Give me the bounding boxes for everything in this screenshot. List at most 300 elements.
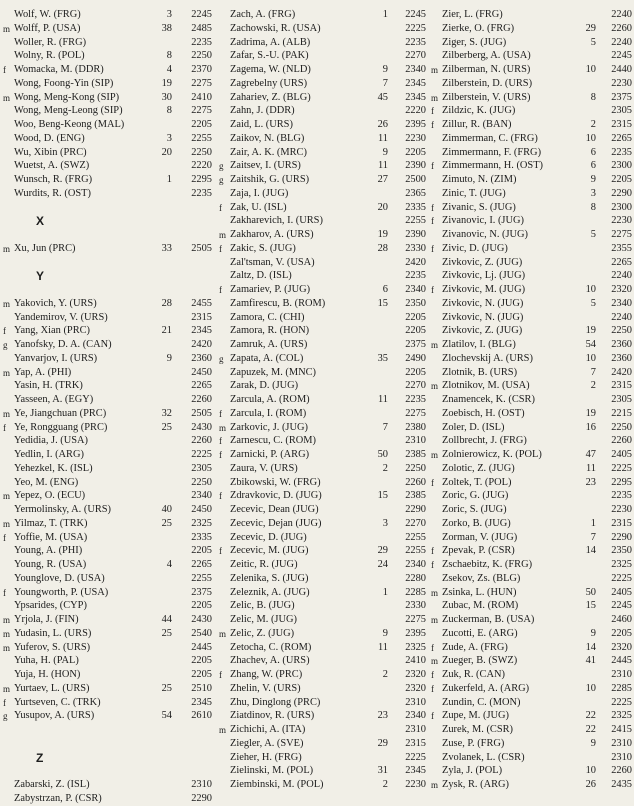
- player-name: Zakharevich, I. (URS): [230, 215, 323, 227]
- player-entry: [428, 146, 634, 160]
- games-count: 8: [166, 50, 172, 62]
- player-name: Zeleznik, A. (JUG): [230, 586, 310, 598]
- player-name: Zschaebitz, K. (FRG): [442, 559, 533, 570]
- elo-rating: 2505: [191, 242, 212, 254]
- title-prefix: f: [219, 202, 222, 213]
- title-prefix: f: [431, 711, 434, 722]
- games-count: 4: [166, 64, 172, 75]
- player-name: Zelic, Z. (JUG): [230, 627, 295, 639]
- title-prefix: m: [219, 725, 227, 735]
- elo-rating: 2325: [405, 641, 426, 653]
- player-name: Zabystrzan, P. (CSR): [14, 792, 102, 804]
- player-name: Zinic, T. (JUG): [442, 187, 506, 199]
- games-count: 22: [585, 710, 596, 722]
- player-name: Wood, D. (ENG): [14, 132, 85, 144]
- player-entry: [216, 407, 428, 421]
- player-entry: [0, 503, 216, 517]
- player-entry: [0, 476, 216, 490]
- player-name: Zarnicki, P. (ARG): [230, 449, 310, 460]
- player-name: Zildzic, K. (JUG): [442, 105, 516, 117]
- elo-rating: 2240: [611, 36, 632, 48]
- games-count: 9: [382, 146, 388, 158]
- player-name: Zollbrecht, J. (FRG): [442, 435, 527, 447]
- elo-rating: 2315: [611, 517, 632, 529]
- games-count: 3: [382, 517, 388, 529]
- title-prefix: g: [3, 711, 8, 722]
- games-count: 19: [585, 325, 596, 337]
- elo-rating: 2335: [191, 531, 212, 543]
- player-name: Wolny, R. (POL): [14, 50, 85, 62]
- player-name: Wong, Meng-Leong (SIP): [14, 105, 123, 117]
- elo-rating: 2505: [191, 407, 212, 419]
- player-entry: [216, 531, 428, 545]
- player-entry: [216, 352, 428, 366]
- games-count: 10: [585, 765, 596, 777]
- player-entry: [0, 297, 216, 311]
- player-name: Ypsarides, (CYP): [14, 600, 87, 612]
- player-entry: [0, 696, 216, 710]
- player-name: Wunsch, R. (FRG): [14, 174, 93, 185]
- games-count: 5: [590, 297, 596, 309]
- player-name: Zoric, G. (JUG): [442, 490, 509, 502]
- player-name: Younglove, D. (USA): [14, 572, 105, 584]
- player-name: Zivkovic, N. (JUG): [442, 311, 524, 323]
- player-entry: [0, 572, 216, 586]
- player-name: Zbikowski, W. (FRG): [230, 476, 321, 488]
- player-entry: [428, 709, 634, 723]
- elo-rating: 2295: [191, 174, 212, 185]
- elo-rating: 2260: [191, 394, 212, 405]
- player-entry: [216, 338, 428, 352]
- games-count: 11: [585, 462, 596, 474]
- player-name: Ye, Rongguang (PRC): [14, 421, 108, 433]
- games-count: 6: [590, 146, 596, 158]
- player-entry: [428, 22, 634, 36]
- games-count: 25: [161, 517, 172, 529]
- elo-rating: 2345: [191, 696, 212, 708]
- games-count: 1: [590, 517, 596, 529]
- elo-rating: 2350: [611, 545, 632, 557]
- player-entry: [216, 104, 428, 118]
- games-count: 38: [161, 22, 172, 34]
- player-entry: [428, 407, 634, 421]
- player-name: Zal'tsman, V. (USA): [230, 256, 315, 268]
- games-count: 35: [377, 352, 388, 364]
- title-prefix: f: [3, 587, 6, 598]
- player-name: Yasin, H. (TRK): [14, 380, 83, 392]
- elo-rating: 2215: [611, 407, 632, 419]
- title-prefix: f: [431, 106, 434, 117]
- player-entry: [0, 338, 216, 352]
- elo-rating: 2270: [405, 380, 426, 392]
- player-name: Zabarski, Z. (ISL): [14, 779, 90, 790]
- title-prefix: m: [3, 367, 11, 378]
- title-prefix: m: [3, 23, 11, 34]
- elo-rating: 2205: [191, 600, 212, 612]
- player-name: Zysk, R. (ARG): [442, 779, 509, 790]
- games-count: 1: [382, 586, 388, 598]
- player-entry: [0, 8, 216, 22]
- player-entry: [428, 228, 634, 242]
- elo-rating: 2230: [405, 132, 426, 144]
- elo-rating: 2245: [191, 9, 212, 20]
- player-entry: [216, 77, 428, 91]
- games-count: 9: [382, 64, 388, 75]
- player-entry: [428, 8, 634, 22]
- games-count: 20: [377, 201, 388, 213]
- player-entry: [216, 476, 428, 490]
- games-count: 9: [382, 627, 388, 639]
- player-entry: [428, 242, 634, 256]
- player-entry: [428, 654, 634, 668]
- player-name: Zivanovic, N. (JUG): [442, 229, 528, 240]
- elo-rating: 2245: [611, 600, 632, 612]
- title-prefix: g: [3, 340, 8, 350]
- games-count: 5: [590, 36, 596, 48]
- games-count: 7: [590, 531, 596, 543]
- title-prefix: f: [3, 697, 6, 708]
- title-prefix: f: [431, 202, 434, 213]
- title-prefix: f: [219, 670, 222, 680]
- elo-rating: 2310: [611, 669, 632, 680]
- elo-rating: 2265: [611, 256, 632, 268]
- elo-rating: 2370: [191, 64, 212, 75]
- player-name: Zaid, L. (URS): [230, 119, 293, 130]
- elo-rating: 2235: [191, 36, 212, 48]
- elo-rating: 2205: [405, 146, 426, 158]
- player-entry: [428, 586, 634, 600]
- player-name: Wolf, W. (FRG): [14, 9, 81, 20]
- player-name: Zaitshik, G. (URS): [230, 174, 310, 185]
- player-entry: [428, 324, 634, 338]
- elo-rating: 2205: [405, 311, 426, 323]
- title-prefix: m: [431, 381, 439, 392]
- elo-rating: 2205: [405, 325, 426, 337]
- player-entry: [428, 668, 634, 682]
- player-entry: [428, 599, 634, 613]
- elo-rating: 2510: [191, 682, 212, 694]
- player-entry: [428, 641, 634, 655]
- player-name: Zhang, W. (PRC): [230, 669, 303, 680]
- title-prefix: f: [431, 120, 434, 130]
- player-name: Ye, Jiangchuan (PRC): [14, 407, 107, 419]
- elo-rating: 2405: [611, 449, 632, 460]
- player-entry: [216, 187, 428, 201]
- elo-rating: 2340: [611, 297, 632, 309]
- player-name: Zaikov, N. (BLG): [230, 132, 305, 144]
- player-name: Zagrebelny (URS): [230, 77, 308, 89]
- games-count: 23: [585, 476, 596, 488]
- games-count: 10: [585, 352, 596, 364]
- player-name: Zafar, S.-U. (PAK): [230, 50, 309, 62]
- player-entry: [0, 792, 216, 806]
- title-prefix: m: [431, 780, 439, 790]
- player-entry: [216, 228, 428, 242]
- games-count: 54: [585, 339, 596, 350]
- player-name: Zilberstein, V. (URS): [442, 91, 531, 103]
- games-count: 16: [585, 421, 596, 433]
- player-name: Yoffie, M. (USA): [14, 531, 88, 543]
- player-entry: [216, 599, 428, 613]
- elo-rating: 2315: [405, 737, 426, 749]
- player-entry: [216, 737, 428, 751]
- title-prefix: f: [431, 683, 434, 694]
- player-name: Yepez, O. (ECU): [14, 490, 86, 502]
- title-prefix: f: [219, 450, 222, 460]
- title-prefix: m: [431, 65, 439, 75]
- player-entry: [0, 558, 216, 572]
- elo-rating: 2290: [405, 504, 426, 515]
- elo-rating: 2390: [405, 229, 426, 240]
- elo-rating: 2340: [405, 284, 426, 295]
- player-entry: [428, 297, 634, 311]
- elo-rating: 2310: [191, 779, 212, 790]
- elo-rating: 2340: [405, 559, 426, 570]
- title-prefix: m: [3, 518, 11, 529]
- player-name: Yurtaev, L. (URS): [14, 682, 90, 694]
- title-prefix: m: [219, 628, 227, 639]
- player-entry: [428, 118, 634, 132]
- elo-rating: 2230: [405, 779, 426, 790]
- games-count: 11: [377, 132, 388, 144]
- title-prefix: m: [3, 92, 11, 103]
- player-name: Wurdits, R. (OST): [14, 187, 91, 199]
- player-name: Youngworth, P. (USA): [14, 586, 109, 598]
- games-count: 15: [585, 600, 596, 612]
- elo-rating: 2250: [611, 325, 632, 337]
- elo-rating: 2430: [191, 421, 212, 433]
- elo-rating: 2260: [611, 22, 632, 34]
- player-entry: [216, 489, 428, 503]
- player-name: Zimmermann, H. (OST): [442, 160, 543, 172]
- player-entry: [0, 187, 216, 201]
- games-count: 10: [585, 682, 596, 694]
- section-letter-y: Y: [36, 269, 45, 284]
- player-entry: [216, 558, 428, 572]
- games-count: 11: [377, 641, 388, 653]
- player-entry: [216, 627, 428, 641]
- player-entry: [216, 49, 428, 63]
- games-count: 8: [590, 201, 596, 213]
- elo-rating: 2365: [405, 187, 426, 199]
- player-name: Yermolinsky, A. (URS): [14, 504, 111, 515]
- player-name: Yang, Xian (PRC): [14, 325, 91, 337]
- games-count: 33: [161, 242, 172, 254]
- title-prefix: f: [3, 532, 6, 543]
- player-entry: [216, 503, 428, 517]
- games-count: 7: [590, 366, 596, 378]
- player-entry: [0, 654, 216, 668]
- player-name: Yehezkel, K. (ISL): [14, 462, 93, 474]
- player-entry: [216, 324, 428, 338]
- title-prefix: f: [219, 546, 222, 557]
- player-entry: [216, 434, 428, 448]
- player-entry: [428, 696, 634, 710]
- elo-rating: 2320: [405, 682, 426, 694]
- player-entry: [216, 668, 428, 682]
- elo-rating: 2225: [611, 462, 632, 474]
- player-name: Zadrima, A. (ALB): [230, 36, 311, 48]
- title-prefix: m: [431, 450, 439, 460]
- elo-rating: 2260: [611, 435, 632, 447]
- games-count: 1: [382, 9, 388, 20]
- title-prefix: f: [431, 670, 434, 680]
- player-entry: [216, 283, 428, 297]
- player-name: Zukerfeld, A. (ARG): [442, 682, 530, 694]
- player-entry: [428, 379, 634, 393]
- games-count: 4: [166, 559, 172, 570]
- elo-rating: 2225: [405, 751, 426, 763]
- elo-rating: 2255: [405, 531, 426, 543]
- player-name: Zamora, R. (HON): [230, 325, 310, 337]
- elo-rating: 2330: [405, 242, 426, 254]
- elo-rating: 2310: [611, 737, 632, 749]
- player-name: Zivkovic, N. (JUG): [442, 297, 524, 309]
- games-count: 11: [377, 394, 388, 405]
- games-count: 47: [585, 449, 596, 460]
- elo-rating: 2360: [611, 339, 632, 350]
- games-count: 19: [161, 77, 172, 89]
- elo-rating: 2430: [191, 614, 212, 625]
- player-name: Zivkovic, Z. (JUG): [442, 256, 523, 268]
- player-name: Xu, Jun (PRC): [14, 242, 76, 254]
- player-name: Yusupov, A. (URS): [14, 710, 95, 722]
- elo-rating: 2445: [191, 641, 212, 653]
- elo-rating: 2330: [405, 600, 426, 612]
- player-name: Zecevic, D. (JUG): [230, 531, 307, 543]
- elo-rating: 2220: [405, 105, 426, 117]
- player-name: Yuha, H. (PAL): [14, 655, 79, 667]
- player-entry: [0, 407, 216, 421]
- player-entry: [428, 448, 634, 462]
- player-entry: [216, 311, 428, 325]
- elo-rating: 2320: [611, 284, 632, 295]
- player-name: Yilmaz, T. (TRK): [14, 517, 88, 529]
- player-entry: [428, 723, 634, 737]
- title-prefix: m: [3, 491, 11, 502]
- player-name: Zelic, B. (JUG): [230, 600, 295, 612]
- games-count: 6: [590, 160, 596, 172]
- elo-rating: 2250: [405, 462, 426, 474]
- player-entry: [428, 517, 634, 531]
- elo-rating: 2275: [405, 614, 426, 625]
- player-entry: [216, 36, 428, 50]
- elo-rating: 2325: [611, 559, 632, 570]
- column-2: [216, 0, 428, 800]
- elo-rating: 2255: [191, 572, 212, 584]
- player-name: Yandemirov, V. (URS): [14, 311, 108, 323]
- games-count: 29: [377, 737, 388, 749]
- player-name: Zuckerman, B. (USA): [442, 614, 535, 625]
- player-name: Zueger, B. (SWZ): [442, 655, 518, 667]
- player-name: Yedlin, I. (ARG): [14, 449, 84, 460]
- player-entry: [216, 297, 428, 311]
- player-entry: [216, 201, 428, 215]
- games-count: 25: [161, 682, 172, 694]
- player-entry: [428, 214, 634, 228]
- player-entry: [0, 104, 216, 118]
- player-name: Yedidia, J. (USA): [14, 435, 88, 447]
- column-1: [0, 0, 216, 804]
- player-entry: [216, 132, 428, 146]
- title-prefix: f: [431, 161, 434, 172]
- player-name: Womacka, M. (DDR): [14, 64, 104, 75]
- player-name: Yeo, M. (ENG): [14, 476, 79, 488]
- elo-rating: 2260: [611, 765, 632, 777]
- games-count: 9: [590, 174, 596, 185]
- player-name: Zielinski, M. (POL): [230, 765, 314, 777]
- player-entry: [0, 324, 216, 338]
- elo-rating: 2205: [611, 627, 632, 639]
- player-name: Zoler, D. (ISL): [442, 421, 505, 433]
- elo-rating: 2440: [611, 64, 632, 75]
- elo-rating: 2305: [611, 105, 632, 117]
- player-entry: [0, 586, 216, 600]
- player-entry: [428, 256, 634, 270]
- title-prefix: f: [431, 477, 434, 488]
- title-prefix: m: [3, 408, 11, 419]
- player-entry: [428, 489, 634, 503]
- player-name: Zak, U. (ISL): [230, 201, 287, 213]
- games-count: 5: [590, 229, 596, 240]
- player-name: Zivkovic, Z. (JUG): [442, 325, 523, 337]
- player-name: Yakovich, Y. (URS): [14, 297, 97, 309]
- player-name: Zoric, S. (JUG): [442, 504, 507, 515]
- player-name: Zlotnik, B. (URS): [442, 366, 518, 378]
- player-name: Zlatilov, I. (BLG): [442, 339, 516, 350]
- player-entry: [0, 159, 216, 173]
- title-prefix: g: [219, 161, 224, 172]
- elo-rating: 2340: [191, 490, 212, 502]
- player-name: Young, R. (USA): [14, 559, 87, 570]
- player-name: Zahn, J. (DDR): [230, 105, 295, 117]
- elo-rating: 2450: [191, 504, 212, 515]
- title-prefix: g: [219, 353, 224, 364]
- elo-rating: 2220: [191, 160, 212, 172]
- player-name: Zyla, J. (POL): [442, 765, 503, 777]
- player-name: Zaja, I. (JUG): [230, 187, 289, 199]
- elo-rating: 2245: [405, 9, 426, 20]
- elo-rating: 2420: [405, 256, 426, 268]
- player-name: Zuse, P. (FRG): [442, 737, 505, 749]
- elo-rating: 2410: [191, 91, 212, 103]
- player-entry: [428, 283, 634, 297]
- elo-rating: 2260: [191, 435, 212, 447]
- player-name: Yuja, H. (HON): [14, 669, 81, 680]
- elo-rating: 2350: [405, 297, 426, 309]
- elo-rating: 2235: [191, 187, 212, 199]
- player-name: Zaitsev, I. (URS): [230, 160, 301, 172]
- elo-rating: 2265: [191, 380, 212, 392]
- elo-rating: 2410: [405, 655, 426, 667]
- player-name: Zapata, A. (COL): [230, 352, 304, 364]
- player-name: Zivanic, S. (JUG): [442, 201, 516, 213]
- elo-rating: 2490: [405, 352, 426, 364]
- elo-rating: 2315: [611, 119, 632, 130]
- player-name: Zolotic, Z. (JUG): [442, 462, 515, 474]
- games-count: 40: [161, 504, 172, 515]
- games-count: 45: [377, 91, 388, 103]
- player-name: Zhachev, A. (URS): [230, 655, 310, 667]
- elo-rating: 2360: [611, 352, 632, 364]
- games-count: 15: [377, 297, 388, 309]
- games-count: 19: [377, 229, 388, 240]
- player-name: Zecevic, Dejan (JUG): [230, 517, 322, 529]
- elo-rating: 2205: [191, 655, 212, 667]
- elo-rating: 2390: [405, 160, 426, 172]
- player-name: Yrjola, J. (FIN): [14, 614, 79, 625]
- title-prefix: g: [219, 175, 224, 185]
